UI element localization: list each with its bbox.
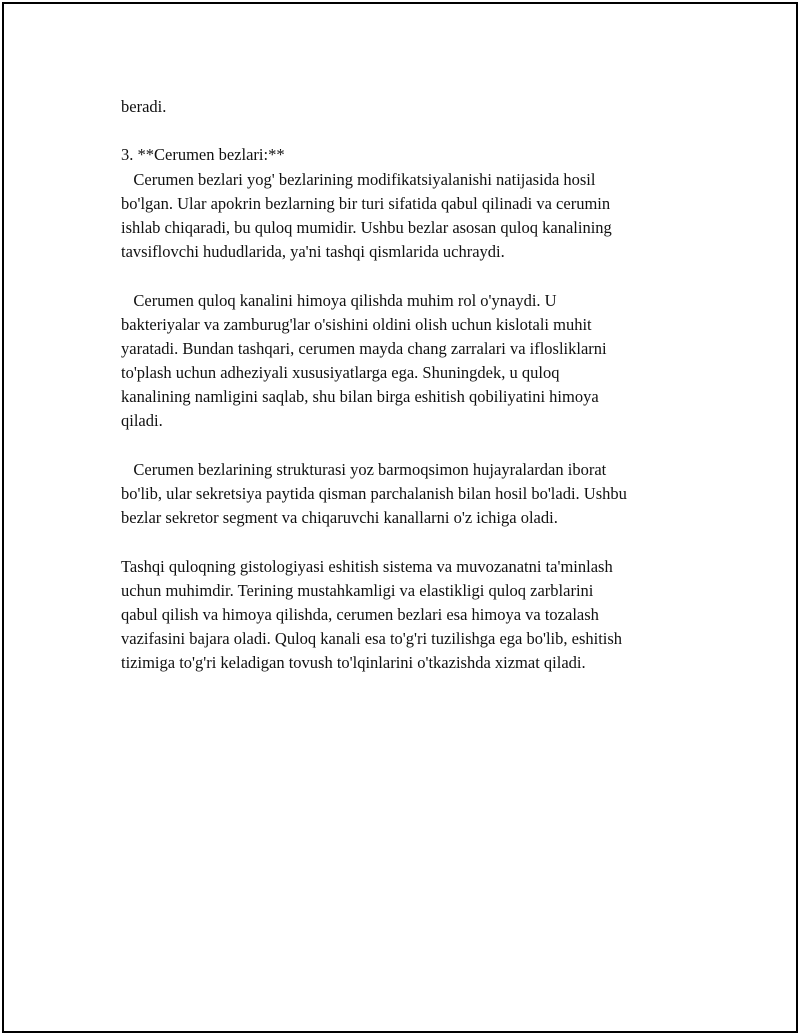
text-line: beradi. (121, 97, 167, 116)
text-line: Cerumen quloq kanalini himoya qilishda muhim rol o'ynaydi. U (121, 290, 557, 310)
text-line: Tashqi quloqning gistologiyasi eshitish sistema va muvozanatni ta'minlash (121, 556, 613, 576)
text-line: bakteriyalar va zamburug'lar o'sishini oldini olish uchun kislotali muhit (121, 314, 592, 334)
text-line: Cerumen bezlari yog' bezlarining modifikatsiyalanishi natijasida hosil (121, 169, 596, 189)
blank-line (121, 264, 701, 288)
text-line: qabul qilish va himoya qilishda, cerumen bezlari esa himoya va tozalash (121, 604, 599, 624)
text-line: tavsiflovchi hududlarida, ya'ni tashqi qismlarida uchraydi. (121, 242, 505, 262)
text-line: bezlar sekretor segment va chiqaruvchi kanallarni o'z ichiga oladi. (121, 508, 558, 528)
text-line: yaratadi. Bundan tashqari, cerumen mayda chang zarralari va iflosliklarni (121, 338, 607, 358)
text-line: vazifasini bajara oladi. Quloq kanali esa to'g'ri tuzilishga ega bo'lib, eshitish (121, 629, 623, 649)
text-line: to'plash uchun adheziyali xususiyatlarga ega. Shuningdek, u quloq (121, 363, 560, 383)
text-line: bo'lib, ular sekretsiya paytida qisman parchalanish bilan hosil bo'ladi. Ushbu (121, 484, 627, 503)
document-body (121, 95, 701, 676)
text-line: bo'lgan. Ular apokrin bezlarning bir turi sifatida qabul qilinadi va cerumin (121, 193, 611, 213)
text-line: ishlab chiqaradi, bu quloq mumidir. Ushbu bezlar asosan quloq kanalining (121, 217, 612, 237)
blank-line (121, 434, 701, 458)
text-line: tizimiga to'g'ri keladigan tovush to'lqinlarini o'tkazishda xizmat qiladi. (121, 653, 586, 673)
section-heading: 3. **Cerumen bezlari:** (121, 145, 285, 165)
blank-line (121, 119, 701, 143)
text-line: qiladi. (121, 411, 163, 431)
document-page (2, 2, 798, 1033)
blank-line (121, 530, 701, 554)
text-line: Cerumen bezlarining strukturasi yoz barmoqsimon hujayralardan iborat (121, 459, 607, 479)
text-line: uchun muhimdir. Terining mustahkamligi va elastikligi quloq zarblarini (121, 580, 594, 600)
text-line: kanalining namligini saqlab, shu bilan birga eshitish qobiliyatini himoya (121, 387, 599, 407)
